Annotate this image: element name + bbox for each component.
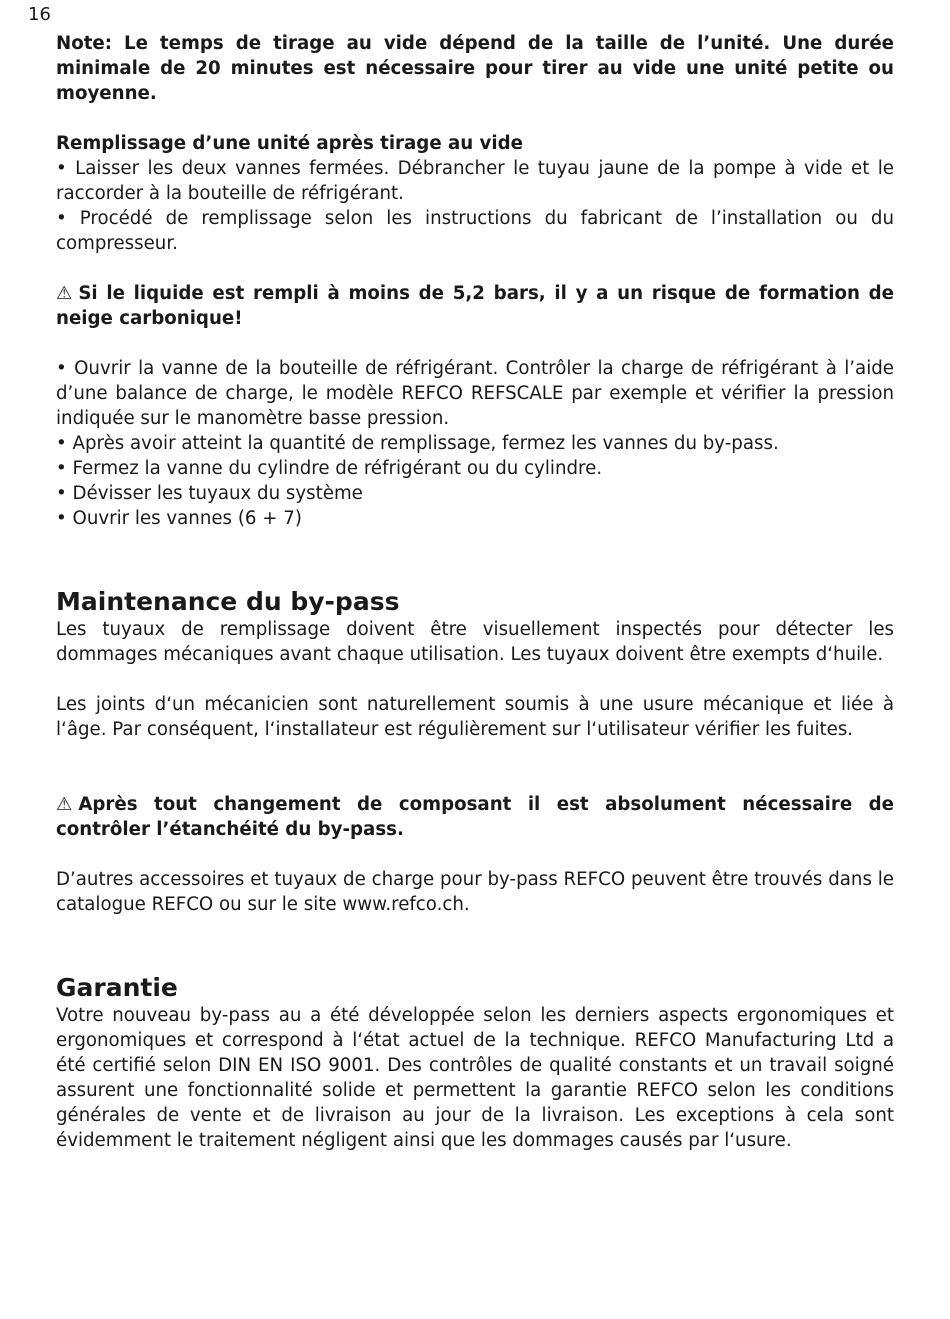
step-item: • Fermez la vanne du cylindre de réfrigérant ou du cylindre. — [56, 458, 603, 479]
spacer — [56, 106, 894, 131]
dry-ice-warning — [56, 281, 894, 331]
warning-icon: ⚠ — [56, 794, 73, 815]
warranty-heading: Garantie — [56, 973, 178, 1002]
spacer — [56, 842, 894, 867]
spacer — [56, 256, 894, 281]
document-body — [56, 31, 894, 1153]
spacer — [56, 331, 894, 356]
filling-bullet: • Laisser les deux vannes fermées. Débrancher le tuyau jaune de la pompe à vide et le raccorder à la bouteille de réfrigérant. — [56, 158, 894, 204]
warranty-paragraph: Votre nouveau by-pass au a été développée selon les derniers aspects ergonomiques et ergonomiques et correspond à l‘état actuel de la technique. REFCO Manufacturing Ltd a été certifié selon DIN EN ISO 9001. Des contrôles de qualité constants et un travail soigné assurent une fonctionnalité solide et permettent la garantie REFCO selon les conditions générales de vente et de livraison au jour de la livraison. Les exceptions à cela sont évidemment le traitement négligent ainsi que les dommages causés par l‘usure. — [56, 1005, 894, 1151]
step-item: • Ouvrir la vanne de la bouteille de réfrigérant. Contrôler la charge de réfrigérant à l’aide d’une balance de charge, le modèle REFCO REFSCALE par exemple et vérifier la pression indiquée sur le manomètre basse pression. — [56, 358, 894, 429]
leak-check-warning-text: Après tout changement de composant il est absolument nécessaire de contrôler l’étanchéité du by-pass. — [56, 794, 894, 840]
vacuum-time-note: Note: Le temps de tirage au vide dépend de la taille de l’unité. Une durée minimale de 20 minutes est nécessaire pour tirer au vide une unité petite ou moyenne. — [56, 33, 894, 104]
spacer — [56, 667, 894, 692]
step-item: • Après avoir atteint la quantité de remplissage, fermez les vannes du by-pass. — [56, 433, 779, 454]
leak-check-warning — [56, 792, 894, 842]
spacer — [56, 917, 894, 967]
maintenance-paragraph: Les joints d‘un mécanicien sont naturellement soumis à une usure mécanique et liée à l‘âge. Par conséquent, l‘installateur est régulièrement sur l‘utilisateur vérifier les fuites. — [56, 694, 894, 740]
dry-ice-warning-text: Si le liquide est rempli à moins de 5,2 bars, il y a un risque de formation de neige carbonique! — [56, 283, 894, 329]
step-item: • Ouvrir les vannes (6 + 7) — [56, 508, 302, 529]
accessories-paragraph: D’autres accessoires et tuyaux de charge pour by-pass REFCO peuvent être trouvés dans le catalogue REFCO ou sur le site www.refco.ch. — [56, 869, 894, 915]
maintenance-heading: Maintenance du by-pass — [56, 587, 400, 616]
step-item: • Dévisser les tuyaux du système — [56, 483, 363, 504]
spacer — [56, 742, 894, 792]
filling-section-title: Remplissage d’une unité après tirage au vide — [56, 133, 523, 154]
warning-icon: ⚠ — [56, 283, 73, 304]
page-number: 16 — [28, 4, 51, 25]
spacer — [56, 531, 894, 581]
filling-bullet: • Procédé de remplissage selon les instructions du fabricant de l’installation ou du compresseur. — [56, 208, 894, 254]
maintenance-paragraph: Les tuyaux de remplissage doivent être visuellement inspectés pour détecter les dommages mécaniques avant chaque utilisation. Les tuyaux doivent être exempts d‘huile. — [56, 619, 894, 665]
